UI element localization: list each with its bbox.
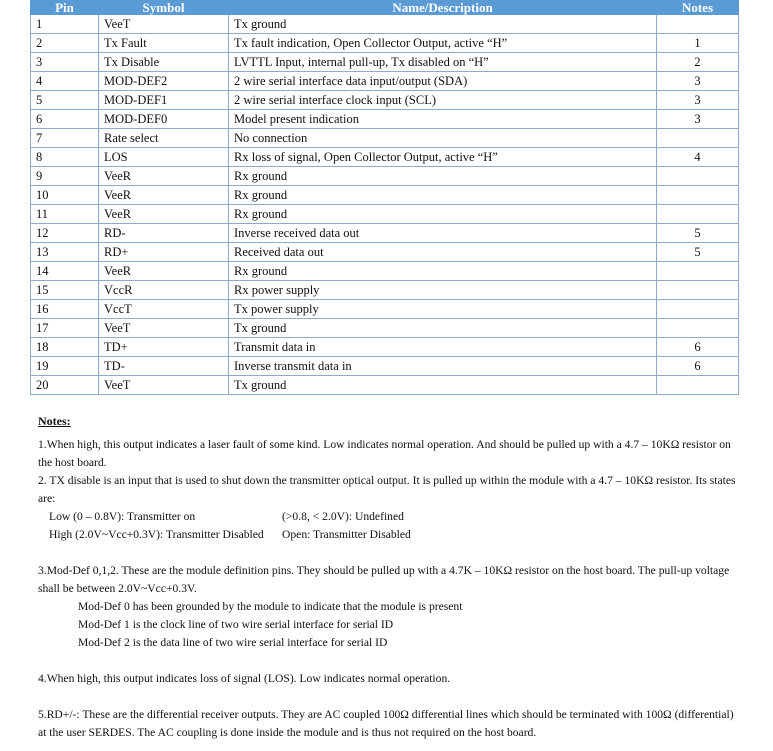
description-cell: Inverse received data out xyxy=(229,224,657,243)
symbol-cell: VeeT xyxy=(99,15,229,34)
pin-cell: 11 xyxy=(31,205,99,224)
notes-cell xyxy=(657,186,739,205)
pin-cell: 16 xyxy=(31,300,99,319)
description-cell: Rx loss of signal, Open Collector Output, active “H” xyxy=(229,148,657,167)
table-row xyxy=(31,129,739,148)
mod-def-item: Mod-Def 1 is the clock line of two wire serial interface for serial ID xyxy=(78,618,394,631)
description-cell: Tx power supply xyxy=(229,300,657,319)
notes-cell xyxy=(657,205,739,224)
symbol-cell: RD- xyxy=(99,224,229,243)
table-row xyxy=(31,338,739,357)
state-open: Open: Transmitter Disabled xyxy=(282,528,411,541)
pin-cell: 15 xyxy=(31,281,99,300)
symbol-cell: TD- xyxy=(99,357,229,376)
notes-section xyxy=(38,412,744,742)
symbol-cell: VeeT xyxy=(99,376,229,395)
table-header-row xyxy=(31,1,739,15)
table-row xyxy=(31,110,739,129)
pin-cell: 8 xyxy=(31,148,99,167)
pin-cell: 20 xyxy=(31,376,99,395)
notes-cell: 3 xyxy=(657,72,739,91)
description-cell: Inverse transmit data in xyxy=(229,357,657,376)
description-cell: Tx ground xyxy=(229,376,657,395)
description-cell: Tx fault indication, Open Collector Output, active “H” xyxy=(229,34,657,53)
state-low: Low (0 – 0.8V): Transmitter on xyxy=(49,510,196,523)
notes-cell xyxy=(657,129,739,148)
symbol-cell: MOD-DEF2 xyxy=(99,72,229,91)
pin-cell: 2 xyxy=(31,34,99,53)
pin-cell: 9 xyxy=(31,167,99,186)
pin-cell: 7 xyxy=(31,129,99,148)
description-cell: LVTTL Input, internal pull-up, Tx disabled on “H” xyxy=(229,53,657,72)
symbol-cell: MOD-DEF1 xyxy=(99,91,229,110)
symbol-cell: TD+ xyxy=(99,338,229,357)
pin-cell: 18 xyxy=(31,338,99,357)
table-row xyxy=(31,148,739,167)
table-row xyxy=(31,167,739,186)
table-row xyxy=(31,376,739,395)
symbol-cell: VccT xyxy=(99,300,229,319)
pin-cell: 13 xyxy=(31,243,99,262)
table-row xyxy=(31,300,739,319)
state-undefined: (>0.8, < 2.0V): Undefined xyxy=(282,510,404,523)
table-row xyxy=(31,186,739,205)
table-row xyxy=(31,91,739,110)
table-row xyxy=(31,357,739,376)
description-cell: Model present indication xyxy=(229,110,657,129)
pin-cell: 6 xyxy=(31,110,99,129)
notes-cell: 6 xyxy=(657,338,739,357)
description-cell: Transmit data in xyxy=(229,338,657,357)
header-notes: Notes xyxy=(657,1,739,15)
symbol-cell: Rate select xyxy=(99,129,229,148)
notes-cell: 1 xyxy=(657,34,739,53)
notes-cell: 6 xyxy=(657,357,739,376)
description-cell: Rx ground xyxy=(229,167,657,186)
table-row xyxy=(31,205,739,224)
description-cell: Rx ground xyxy=(229,186,657,205)
symbol-cell: MOD-DEF0 xyxy=(99,110,229,129)
notes-cell: 2 xyxy=(657,53,739,72)
note-2: 2. TX disable is an input that is used to shut down the transmitter optical output. It is pulled up within the module with a 4.7 – 10KΩ resistor. Its states are: xyxy=(38,474,736,505)
note-5: 5.RD+/-: These are the differential receiver outputs. They are AC coupled 100Ω differential lines which should be terminated with 100Ω (differential) at the user SERDES. The AC coupling is done inside the module and is thus not required on the host board. xyxy=(38,708,734,739)
notes-cell: 3 xyxy=(657,91,739,110)
notes-cell xyxy=(657,15,739,34)
pin-cell: 3 xyxy=(31,53,99,72)
description-cell: 2 wire serial interface clock input (SCL) xyxy=(229,91,657,110)
description-cell: No connection xyxy=(229,129,657,148)
pin-cell: 19 xyxy=(31,357,99,376)
symbol-cell: Tx Disable xyxy=(99,53,229,72)
mod-def-item: Mod-Def 2 is the data line of two wire serial interface for serial ID xyxy=(78,636,388,649)
description-cell: Rx power supply xyxy=(229,281,657,300)
description-cell: 2 wire serial interface data input/output (SDA) xyxy=(229,72,657,91)
pin-cell: 5 xyxy=(31,91,99,110)
symbol-cell: VeeR xyxy=(99,186,229,205)
pin-cell: 14 xyxy=(31,262,99,281)
table-row xyxy=(31,319,739,338)
description-cell: Rx ground xyxy=(229,262,657,281)
table-row xyxy=(31,34,739,53)
symbol-cell: VeeR xyxy=(99,205,229,224)
pin-definition-table xyxy=(30,0,739,395)
notes-cell xyxy=(657,376,739,395)
pin-cell: 10 xyxy=(31,186,99,205)
notes-cell: 5 xyxy=(657,243,739,262)
symbol-cell: VccR xyxy=(99,281,229,300)
table-row xyxy=(31,224,739,243)
note-3: 3.Mod-Def 0,1,2. These are the module definition pins. They should be pulled up with a 4.7K – 10KΩ resistor on the host board. The pull-up voltage shall be between 2.0V~Vcc+0.3V. xyxy=(38,564,730,595)
header-symbol: Symbol xyxy=(99,1,229,15)
symbol-cell: LOS xyxy=(99,148,229,167)
symbol-cell: VeeR xyxy=(99,262,229,281)
table-body xyxy=(31,15,739,395)
notes-cell: 4 xyxy=(657,148,739,167)
mod-def-item: Mod-Def 0 has been grounded by the module to indicate that the module is present xyxy=(78,600,463,613)
notes-cell: 3 xyxy=(657,110,739,129)
table-row xyxy=(31,72,739,91)
symbol-cell: VeeR xyxy=(99,167,229,186)
table-row xyxy=(31,281,739,300)
description-cell: Rx ground xyxy=(229,205,657,224)
description-cell: Tx ground xyxy=(229,15,657,34)
pin-cell: 1 xyxy=(31,15,99,34)
state-high: High (2.0V~Vcc+0.3V): Transmitter Disabled xyxy=(49,528,264,541)
description-cell: Received data out xyxy=(229,243,657,262)
notes-cell xyxy=(657,319,739,338)
table-row xyxy=(31,15,739,34)
symbol-cell: VeeT xyxy=(99,319,229,338)
table-row xyxy=(31,262,739,281)
tx-disable-states xyxy=(38,508,744,544)
note-4: 4.When high, this output indicates loss of signal (LOS). Low indicates normal operation. xyxy=(38,672,451,685)
pin-cell: 17 xyxy=(31,319,99,338)
pin-cell: 4 xyxy=(31,72,99,91)
symbol-cell: RD+ xyxy=(99,243,229,262)
note-1: 1.When high, this output indicates a laser fault of some kind. Low indicates normal operation. And should be pulled up with a 4.7 – 10KΩ resistor on the host board. xyxy=(38,438,731,469)
notes-heading: Notes: xyxy=(38,414,71,428)
notes-cell xyxy=(657,167,739,186)
header-pin: Pin xyxy=(31,1,99,15)
description-cell: Tx ground xyxy=(229,319,657,338)
table-row xyxy=(31,243,739,262)
table-row xyxy=(31,53,739,72)
notes-cell xyxy=(657,300,739,319)
pin-cell: 12 xyxy=(31,224,99,243)
header-description: Name/Description xyxy=(229,1,657,15)
notes-cell xyxy=(657,281,739,300)
notes-cell: 5 xyxy=(657,224,739,243)
notes-cell xyxy=(657,262,739,281)
symbol-cell: Tx Fault xyxy=(99,34,229,53)
mod-def-list xyxy=(38,598,744,652)
